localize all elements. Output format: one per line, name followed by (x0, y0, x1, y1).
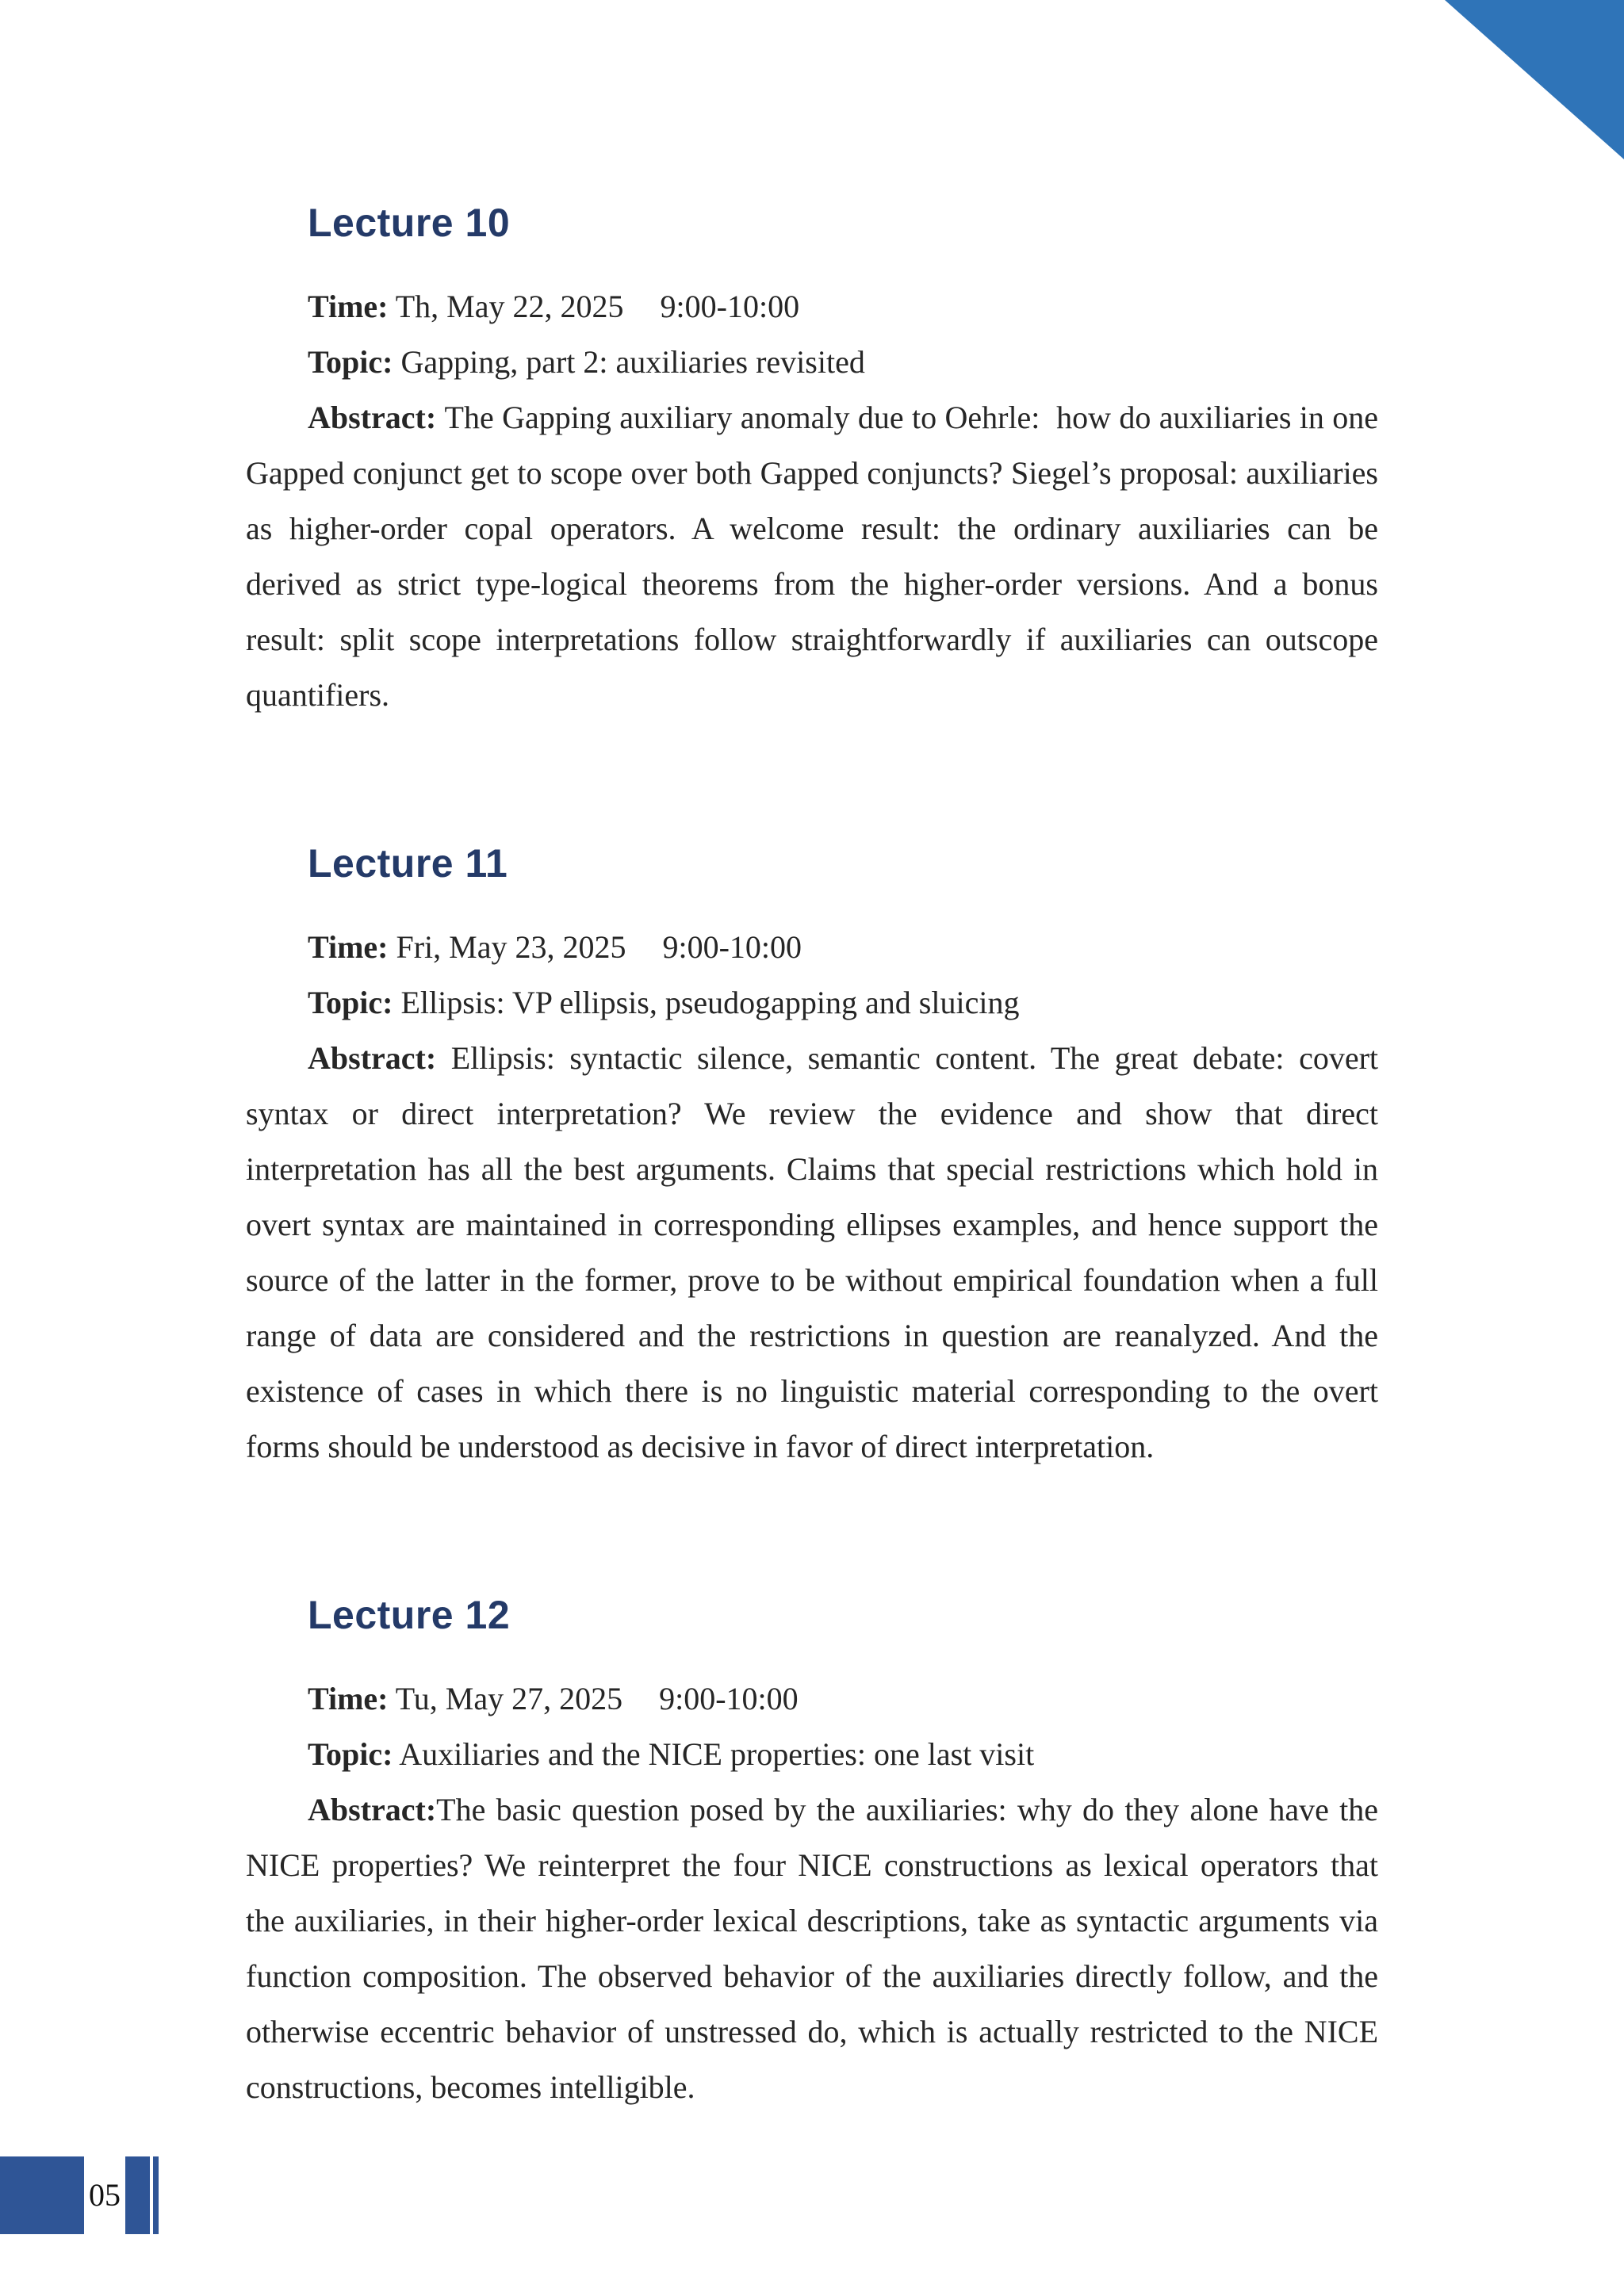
lecture-hours: 9:00-10:00 (662, 929, 802, 965)
lecture-topic-row (246, 975, 1378, 1031)
lecture-abstract (246, 1782, 1378, 2115)
topic-label: Topic: (308, 344, 393, 380)
time-label: Time: (308, 1681, 389, 1716)
topic-label: Topic: (308, 1736, 393, 1772)
lecture-section-11 (246, 840, 1378, 1475)
lecture-section-10 (246, 200, 1378, 723)
abstract-label: Abstract: (308, 1040, 451, 1076)
lecture-hours: 9:00-10:00 (659, 1681, 799, 1716)
lecture-time-row (246, 1671, 1378, 1727)
lecture-abstract (246, 390, 1378, 723)
abstract-text: The Gapping auxiliary anomaly due to Oehrle: how do auxiliaries in one Gapped conjunct get to scope over both Gapped conjuncts? Siegel’s proposal: auxiliaries as higher-order copal operators. A welcome result: the ordinary auxiliaries can be derived as strict type-logical theorems from the higher-order versions. And a bonus result: split scope interpretations follow straightforwardly if auxiliaries can outscope quantifiers. (246, 400, 1378, 713)
lecture-topic-row (246, 335, 1378, 390)
footer-square-decoration (0, 2156, 84, 2234)
lecture-title: Lecture 12 (308, 1593, 511, 1637)
lecture-title: Lecture 10 (308, 201, 511, 245)
time-label: Time: (308, 929, 389, 965)
abstract-label: Abstract: (308, 400, 445, 435)
lecture-title: Lecture 11 (308, 841, 508, 886)
lecture-time-row (246, 279, 1378, 335)
lecture-topic: Ellipsis: VP ellipsis, pseudogapping and sluicing (400, 985, 1020, 1020)
lecture-abstract (246, 1031, 1378, 1475)
abstract-text: Ellipsis: syntactic silence, semantic content. The great debate: covert syntax or direct interpretation? We review the evidence and show that direct interpretation has all the best arguments. Claims that special restrictions which hold in overt syntax are maintained in corresponding ellipses examples, and hence support the source of the latter in the former, prove to be without empirical foundation when a full range of data are considered and the restrictions in question are reanalyzed. And the existence of cases in which there is no linguistic material corresponding to the overt forms should be understood as decisive in favor of direct interpretation. (246, 1040, 1379, 1464)
page-footer (0, 2156, 174, 2234)
time-label: Time: (308, 289, 389, 324)
lecture-topic: Auxiliaries and the NICE properties: one last visit (399, 1736, 1035, 1772)
topic-label: Topic: (308, 985, 393, 1020)
footer-thin-bar-decoration (153, 2156, 159, 2234)
lecture-date: Tu, May 27, 2025 (395, 1681, 623, 1716)
lecture-topic: Gapping, part 2: auxiliaries revisited (400, 344, 865, 380)
page-number: 05 (89, 2177, 121, 2213)
lecture-hours: 9:00-10:00 (660, 289, 800, 324)
footer-bar-decoration (125, 2156, 150, 2234)
lecture-time-row (246, 920, 1378, 975)
lecture-section-12 (246, 1592, 1378, 2115)
lecture-date: Fri, May 23, 2025 (396, 929, 626, 965)
lecture-topic-row (246, 1727, 1378, 1782)
lecture-date: Th, May 22, 2025 (395, 289, 624, 324)
abstract-label: Abstract: (308, 1792, 437, 1827)
abstract-text: The basic question posed by the auxiliaries: why do they alone have the NICE properties? We reinterpret the four NICE constructions as lexical operators that the auxiliaries, in their higher-order lexical descriptions, take as syntactic arguments via function composition. The observed behavior of the auxiliaries directly follow, and the otherwise eccentric behavior of unstressed do, which is actually restricted to the NICE constructions, becomes intelligible. (246, 1792, 1378, 2105)
